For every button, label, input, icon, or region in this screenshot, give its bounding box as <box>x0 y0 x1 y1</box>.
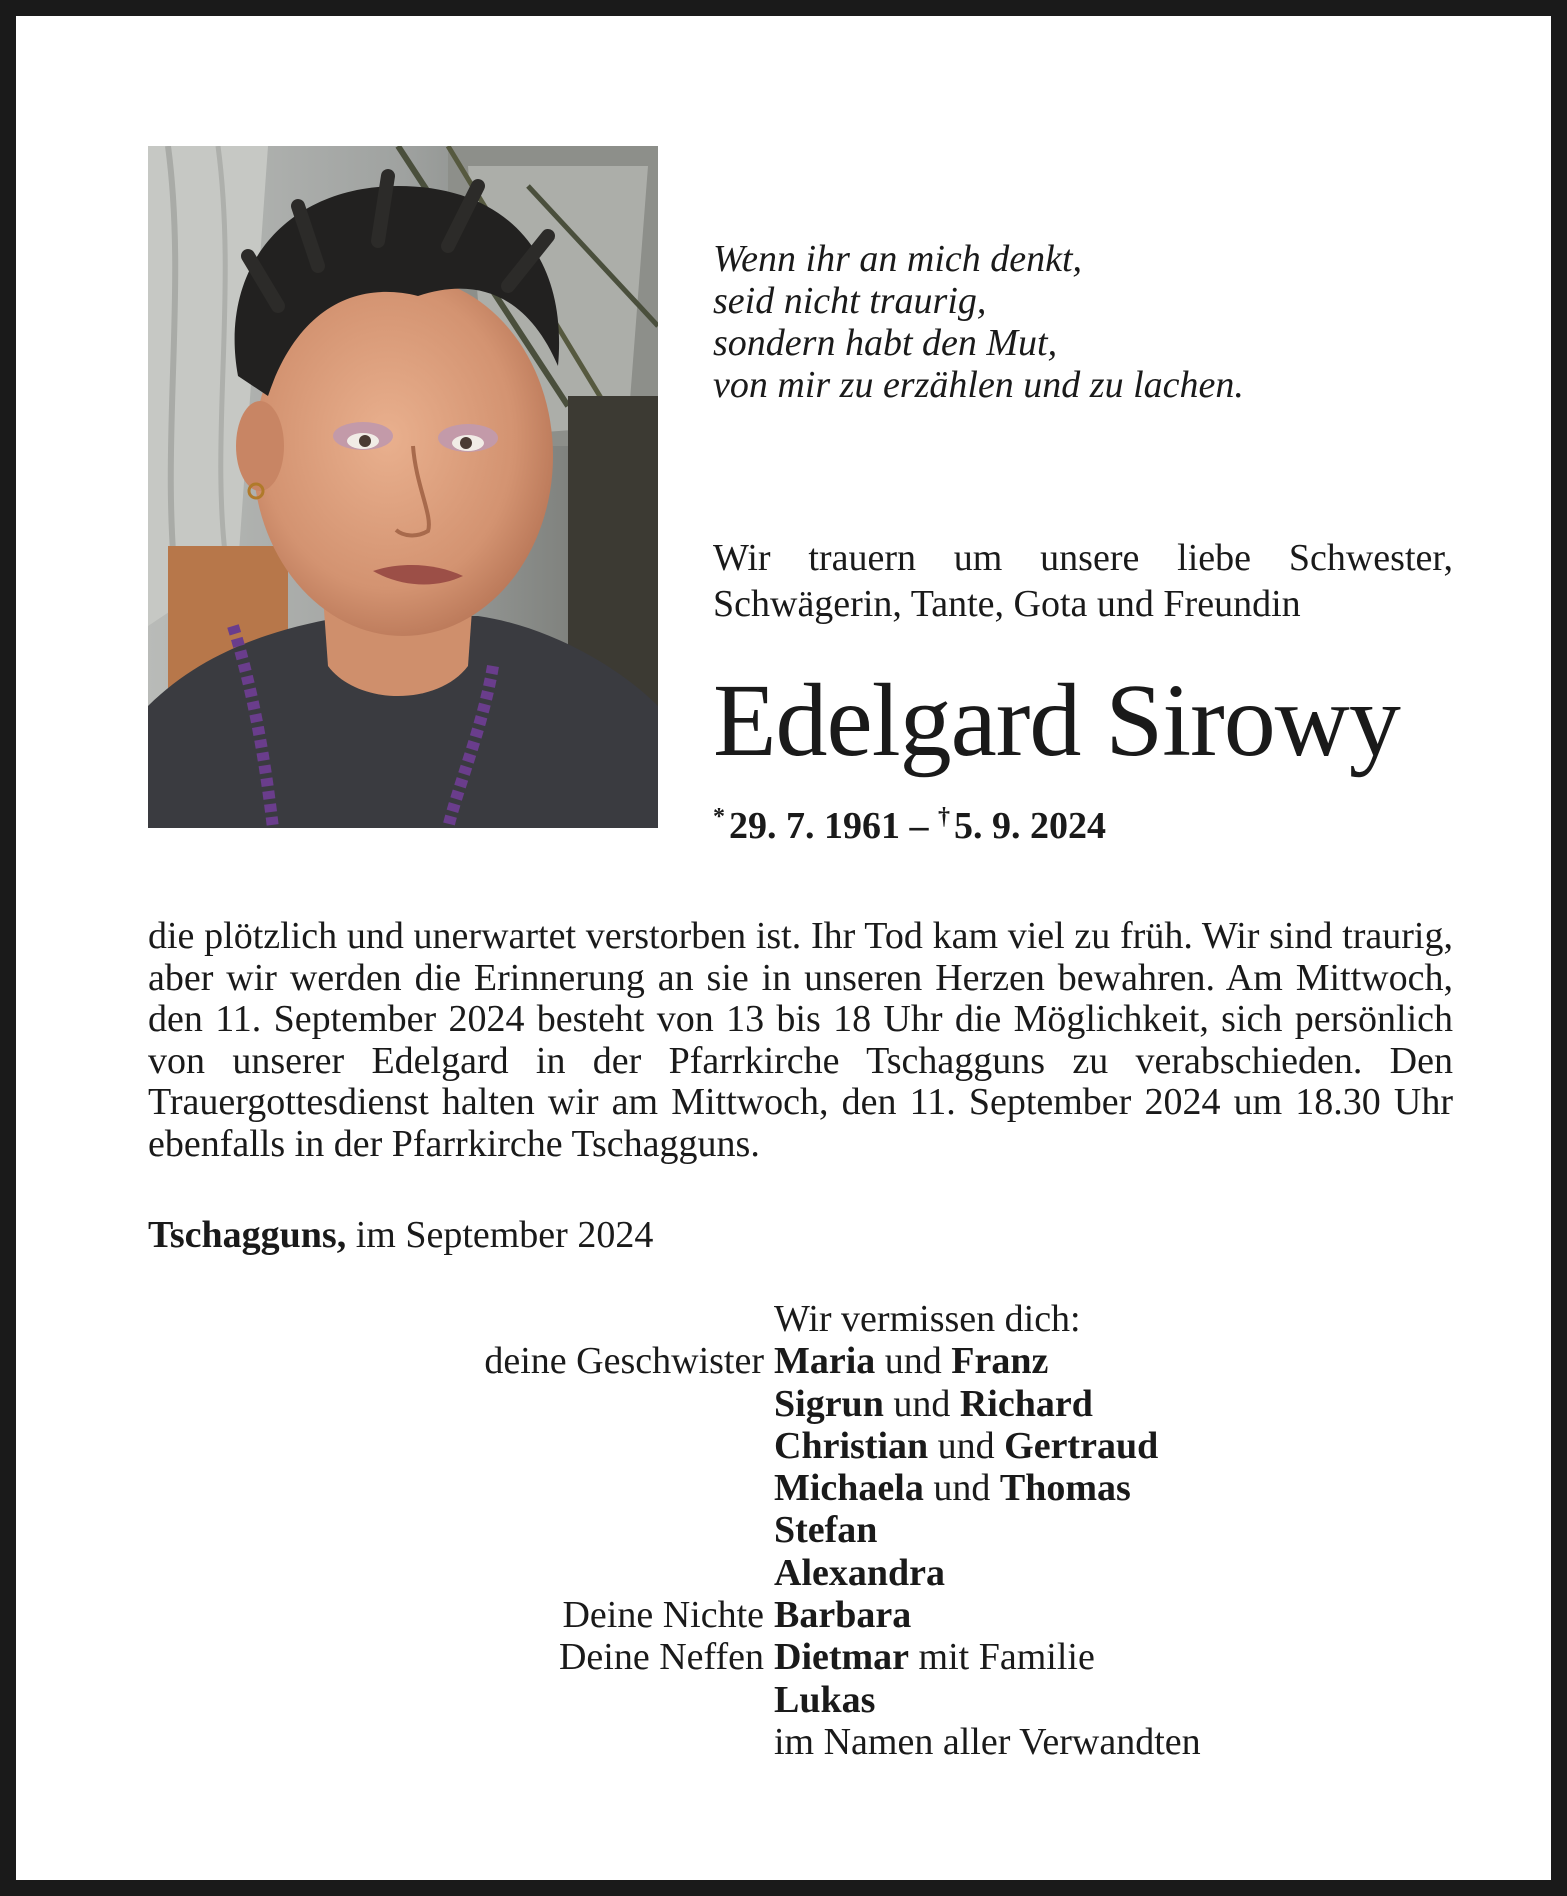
family-row <box>396 1636 1396 1678</box>
family-member-name: Richard <box>959 1382 1093 1425</box>
family-row <box>396 1552 1396 1594</box>
death-date: 5. 9. 2024 <box>954 805 1106 847</box>
family-role <box>396 1425 774 1467</box>
family-member-name: Sigrun <box>774 1382 884 1425</box>
birth-symbol: * <box>713 804 725 830</box>
family-connector-text: im Namen aller Verwandten <box>774 1720 1201 1763</box>
family-role: deine Geschwister <box>484 1340 764 1383</box>
family-names <box>774 1679 1396 1721</box>
family-member-name: Franz <box>951 1340 1049 1383</box>
family-connector-text: und <box>923 1467 1000 1510</box>
family-member-name: Maria <box>774 1340 876 1383</box>
family-connector-text: und <box>875 1340 952 1383</box>
signoff-date: im September 2024 <box>346 1214 654 1256</box>
family-row <box>396 1509 1396 1551</box>
family-names <box>774 1721 1396 1763</box>
family-role <box>396 1552 774 1594</box>
family-names <box>774 1636 1396 1678</box>
family-member-name: Lukas <box>774 1678 876 1721</box>
family-connector-text: und <box>928 1424 1005 1467</box>
death-symbol: † <box>938 804 950 830</box>
poem-line: Wenn ihr an mich denkt, <box>713 238 1083 280</box>
intro-line-2: Schwägerin, Tante, Gota und Freundin <box>713 583 1301 625</box>
birth-date: 29. 7. 1961 <box>729 805 900 847</box>
date-separator: – <box>900 805 938 847</box>
family-row <box>396 1425 1396 1467</box>
family-row <box>396 1383 1396 1425</box>
family-row <box>396 1594 1396 1636</box>
deceased-name: Edelgard Sirowy <box>713 663 1400 778</box>
family-heading-row <box>396 1298 1396 1340</box>
family-names <box>774 1509 1396 1551</box>
family-row <box>396 1340 1396 1382</box>
family-list <box>396 1298 1396 1763</box>
intro-line-1: Wir trauern um unsere liebe Schwester, <box>713 537 1453 579</box>
family-member-name: Gertraud <box>1004 1424 1159 1467</box>
portrait-photo <box>148 146 658 828</box>
family-member-name: Stefan <box>774 1509 878 1552</box>
family-names <box>774 1594 1396 1636</box>
family-member-name: Barbara <box>774 1594 912 1637</box>
family-role <box>396 1383 774 1425</box>
family-connector-text: mit Familie <box>909 1636 1095 1679</box>
family-row <box>396 1721 1396 1763</box>
life-dates <box>713 793 1106 850</box>
family-role: Deine Nichte <box>562 1594 764 1637</box>
family-connector-text: und <box>883 1382 960 1425</box>
place-and-date <box>148 1212 653 1258</box>
family-role: Deine Neffen <box>558 1636 764 1679</box>
family-names <box>774 1340 1396 1382</box>
family-role <box>396 1467 774 1509</box>
family-names <box>774 1467 1396 1509</box>
family-member-name: Christian <box>774 1424 929 1467</box>
family-member-name: Dietmar <box>774 1636 910 1679</box>
family-member-name: Alexandra <box>774 1551 945 1594</box>
family-heading: Wir vermissen dich: <box>774 1298 1081 1340</box>
mourning-intro <box>713 535 1453 627</box>
family-row <box>396 1467 1396 1509</box>
family-role <box>396 1721 774 1763</box>
family-names <box>774 1552 1396 1594</box>
family-member-name: Thomas <box>999 1467 1131 1510</box>
family-names <box>774 1425 1396 1467</box>
poem-line: sondern habt den Mut, <box>713 322 1058 364</box>
signoff-place: Tschagguns, <box>148 1214 347 1256</box>
poem-line: seid nicht traurig, <box>713 280 987 322</box>
family-row <box>396 1679 1396 1721</box>
memorial-poem <box>713 238 1244 406</box>
family-member-name: Michaela <box>774 1467 924 1510</box>
poem-line: von mir zu erzählen und zu lachen. <box>713 364 1244 406</box>
family-role <box>396 1509 774 1551</box>
family-role <box>396 1679 774 1721</box>
family-names <box>774 1383 1396 1425</box>
obituary-body: die plötzlich und unerwartet verstorben ist. Ihr Tod kam viel zu früh. Wir sind traurig, aber wir werden die Erinnerung an sie in unseren Herzen bewahren. Am Mittwoch, den 11. September 2024 besteht von 13 bis 18 Uhr die Möglichkeit, sich persönlich von unserer Edelgard in der Pfarrkirche Tschagguns zu verabschieden. Den Trauergottesdienst halten wir am Mittwoch, den 11. September 2024 um 18.30 Uhr ebenfalls in der Pfarrkirche Tschagguns. <box>148 915 1453 1165</box>
